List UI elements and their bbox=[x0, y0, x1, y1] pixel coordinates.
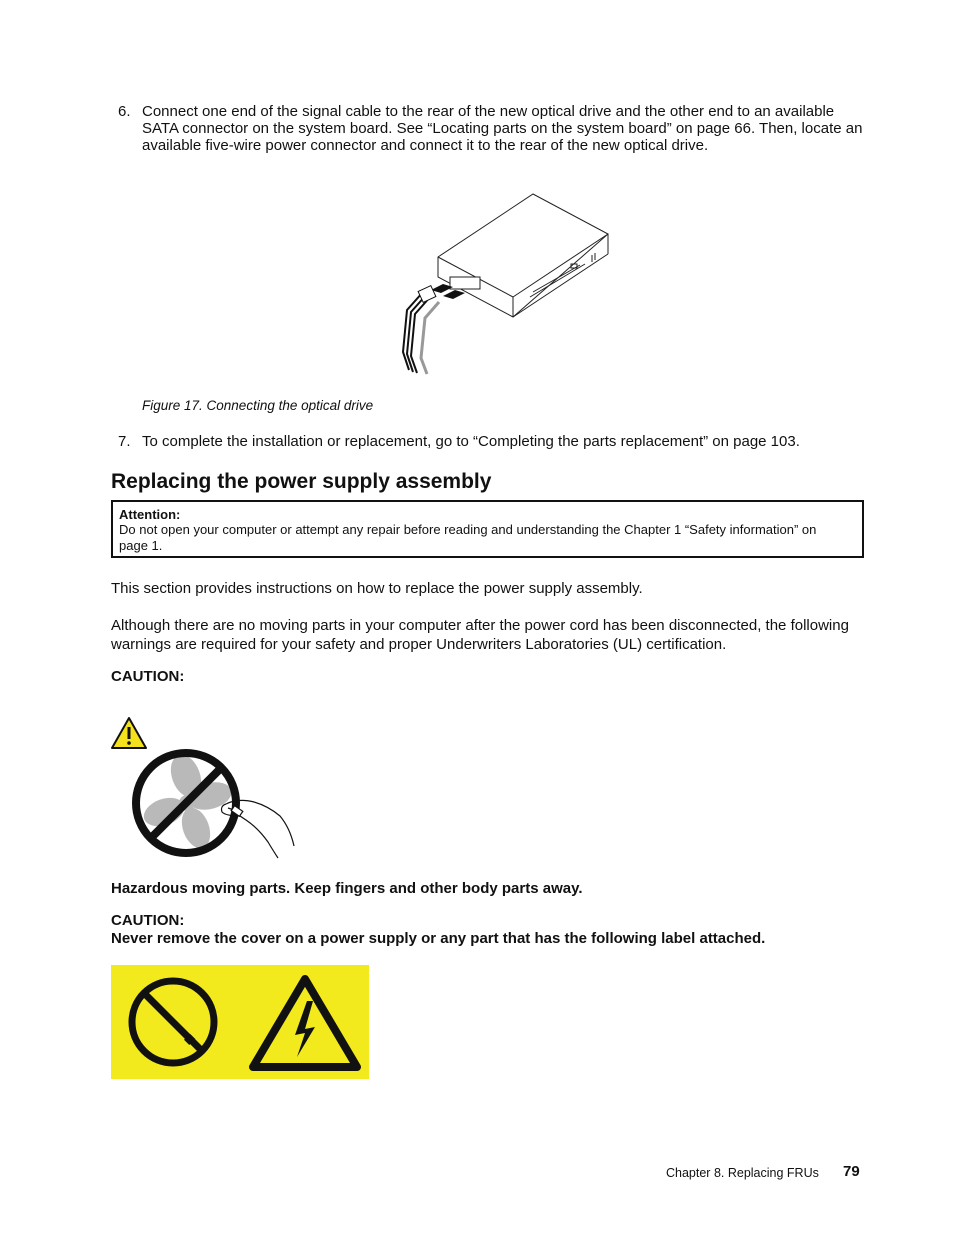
page-number: 79 bbox=[843, 1163, 860, 1180]
intro-paragraph: This section provides instructions on how to replace the power supply assembly. bbox=[111, 580, 643, 597]
footer-chapter: Chapter 8. Replacing FRUs bbox=[666, 1166, 819, 1180]
caution-label: CAUTION: bbox=[111, 668, 185, 685]
ul-paragraph: Although there are no moving parts in your computer after the power cord has been disconnected, the following warnings are required for your safety and proper Underwriters Laboratories (UL) certification. bbox=[111, 617, 849, 653]
figure-caption: Figure 17. Connecting the optical drive bbox=[142, 398, 374, 413]
caution-label-2: CAUTION: bbox=[111, 912, 185, 929]
section-heading: Replacing the power supply assembly bbox=[111, 470, 492, 493]
moving-parts-prohibition-icon bbox=[128, 746, 298, 860]
warning-triangle-icon bbox=[110, 716, 148, 750]
attention-text: Do not open your computer or attempt any repair before reading and understanding the Chapter 1 “Safety information” on page 1. bbox=[119, 522, 817, 553]
step-text: Connect one end of the signal cable to the rear of the new optical drive and the other end to an available SATA connector on the system board. See “Locating parts on the system board” on page 66. Then, locate an available five-wire power connector and connect it to the rear of the new optical drive. bbox=[142, 103, 863, 154]
step-number: 7. bbox=[118, 433, 131, 450]
moving-parts-warning: Hazardous moving parts. Keep fingers and other body parts away. bbox=[111, 880, 583, 897]
attention-label: Attention: bbox=[119, 507, 181, 522]
power-supply-warning: Never remove the cover on a power supply or any part that has the following label attached. bbox=[111, 930, 766, 947]
step-text: To complete the installation or replacement, go to “Completing the parts replacement” on page 103. bbox=[142, 433, 800, 450]
hazard-label-image bbox=[111, 965, 369, 1079]
attention-box bbox=[111, 500, 864, 558]
step-number: 6. bbox=[118, 103, 131, 120]
optical-drive-illustration bbox=[395, 192, 610, 377]
